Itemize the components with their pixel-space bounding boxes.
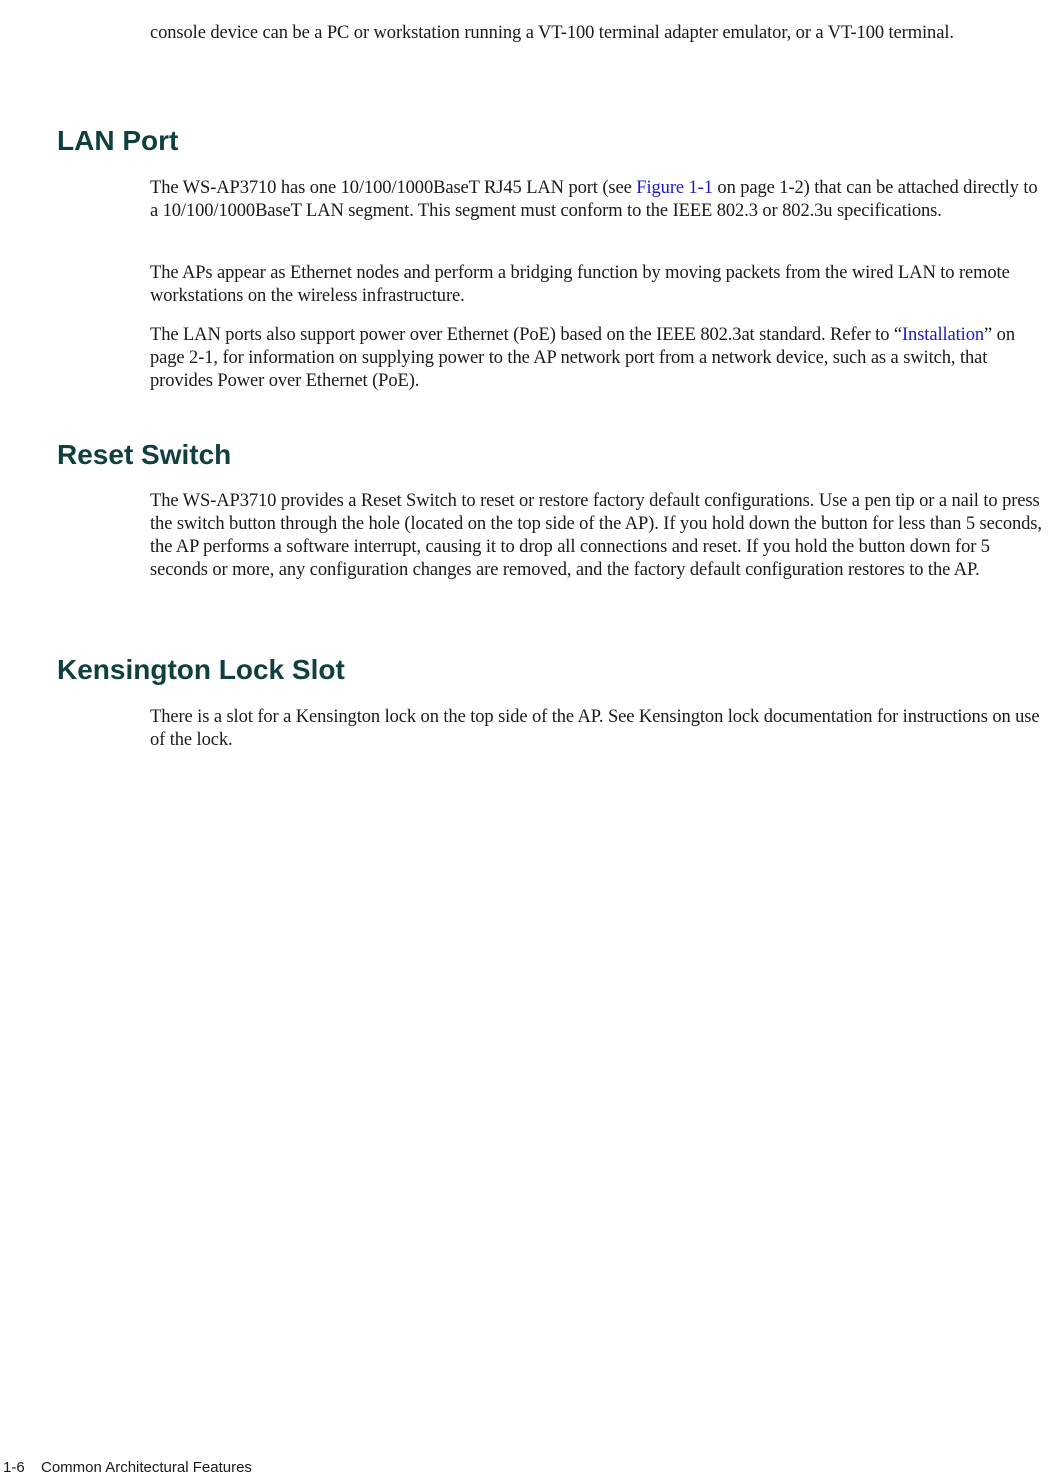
page-footer [3, 1459, 252, 1477]
lan-port-heading: LAN Port [57, 125, 179, 156]
lan-port-paragraph-3 [150, 324, 1048, 393]
lan-port-p1-text-a: The WS-AP3710 has one 10/100/1000BaseT RJ45 LAN port (see [150, 178, 637, 198]
reset-switch-heading: Reset Switch [57, 439, 232, 470]
installation-link[interactable]: Installation [901, 325, 985, 345]
lan-port-p1-text-b: on page 1-2) that can be attached directly to a 10/100/1000BaseT LAN segment. This segment must conform to the IEEE 802.3 or 802.3u specifications. [150, 178, 1038, 221]
kensington-heading: Kensington Lock Slot [57, 654, 345, 685]
lan-port-p3-text-a: The LAN ports also support power over Ethernet (PoE) based on the IEEE 802.3at standard. Refer to “ [150, 325, 902, 345]
page-number: 1-6 [3, 1459, 25, 1476]
intro-paragraph [150, 22, 1048, 45]
kensington-paragraph: There is a slot for a Kensington lock on the top side of the AP. See Kensington lock documentation for instructions on use of the lock. [150, 707, 1040, 750]
figure-1-1-link[interactable]: Figure 1-1 [636, 178, 713, 198]
lan-port-paragraph-2: The APs appear as Ethernet nodes and perform a bridging function by moving packets from the wired LAN to remote workstations on the wireless infrastructure. [150, 263, 1010, 306]
chapter-title: Common Architectural Features [41, 1459, 252, 1476]
lan-port-p3-text-b: ” on page 2-1, for information on supplying power to the AP network port from a network device, such as a switch, that provides Power over Ethernet (PoE). [150, 325, 1015, 391]
lan-port-paragraph-1 [150, 177, 1048, 223]
intro-text: console device can be a PC or workstation running a VT-100 terminal adapter emulator, or a VT-100 terminal. [150, 23, 954, 43]
reset-switch-paragraph: The WS-AP3710 provides a Reset Switch to reset or restore factory default configurations. Use a pen tip or a nail to press the switch button through the hole (located on the top side of the AP). If you hold down the button for less than 5 seconds, the AP performs a software interrupt, causing it to drop all connections and reset. If you hold the button down for 5 seconds or more, any configuration changes are removed, and the factory default configuration restores to the AP. [150, 491, 1042, 580]
